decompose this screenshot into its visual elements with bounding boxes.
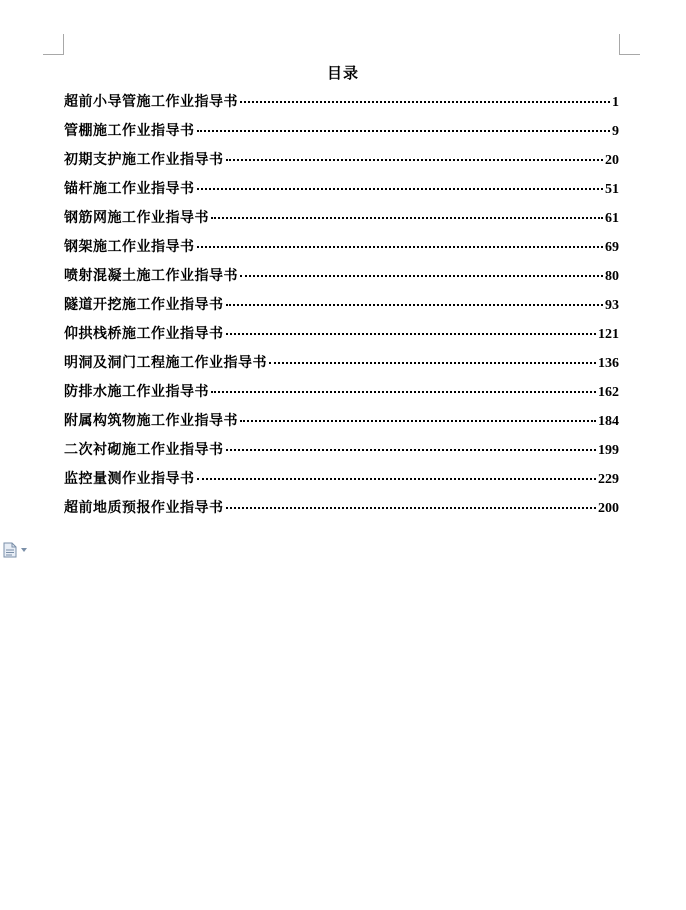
toc-entry-page: 200	[598, 501, 619, 516]
toc-title: 目录	[326, 64, 359, 82]
toc-dot-leader	[226, 507, 597, 509]
toc-entry-title: 隧道开挖施工作业指导书	[64, 297, 224, 313]
toc-entry-page: 121	[598, 327, 619, 342]
toc-dot-leader	[197, 478, 597, 480]
toc-entry-title: 明洞及洞门工程施工作业指导书	[64, 355, 267, 371]
paste-options-button[interactable]	[3, 541, 29, 559]
toc-entry-page: 9	[612, 124, 619, 139]
toc-entry[interactable]	[64, 121, 619, 150]
toc-entry[interactable]	[64, 411, 619, 440]
toc-entry-page: 61	[605, 211, 619, 226]
toc-entry-title: 防排水施工作业指导书	[64, 384, 209, 400]
toc-entry-page: 1	[612, 95, 619, 110]
toc-dot-leader	[197, 188, 604, 190]
toc-entry[interactable]	[64, 382, 619, 411]
toc-entry-page: 69	[605, 240, 619, 255]
toc-dot-leader	[211, 217, 603, 219]
toc-dot-leader	[226, 449, 597, 451]
toc-entry[interactable]	[64, 440, 619, 469]
toc-entry-title: 仰拱栈桥施工作业指导书	[64, 326, 224, 342]
toc-entry[interactable]	[64, 266, 619, 295]
toc-entry[interactable]	[64, 353, 619, 382]
toc-entry-title: 喷射混凝土施工作业指导书	[64, 268, 238, 284]
toc-entry-page: 162	[598, 385, 619, 400]
toc-entry[interactable]	[64, 150, 619, 179]
toc-entry-title: 初期支护施工作业指导书	[64, 152, 224, 168]
toc-entry-title: 附属构筑物施工作业指导书	[64, 413, 238, 429]
toc-entry-page: 20	[605, 153, 619, 168]
toc-dot-leader	[197, 246, 604, 248]
toc-entry[interactable]	[64, 92, 619, 121]
toc-dot-leader	[240, 420, 596, 422]
toc-entry[interactable]	[64, 324, 619, 353]
toc-entry-title: 钢架施工作业指导书	[64, 239, 195, 255]
toc-entry-page: 229	[598, 472, 619, 487]
toc-entry-title: 钢筋网施工作业指导书	[64, 210, 209, 226]
crop-mark-top-right	[619, 34, 640, 55]
toc-entry-title: 超前地质预报作业指导书	[64, 500, 224, 516]
toc-dot-leader	[240, 101, 610, 103]
toc-entry[interactable]	[64, 498, 619, 527]
table-of-contents	[64, 92, 619, 527]
crop-mark-top-left	[43, 34, 64, 55]
toc-entry-page: 184	[598, 414, 619, 429]
toc-dot-leader	[269, 362, 596, 364]
toc-entry[interactable]	[64, 179, 619, 208]
paste-options-icon	[3, 542, 17, 558]
chevron-down-icon	[21, 548, 27, 552]
toc-dot-leader	[226, 304, 604, 306]
toc-entry-page: 51	[605, 182, 619, 197]
toc-entry-title: 监控量测作业指导书	[64, 471, 195, 487]
toc-entry-title: 超前小导管施工作业指导书	[64, 94, 238, 110]
toc-entry-title: 管棚施工作业指导书	[64, 123, 195, 139]
toc-entry[interactable]	[64, 295, 619, 324]
toc-dot-leader	[226, 159, 604, 161]
toc-entry-page: 80	[605, 269, 619, 284]
toc-dot-leader	[240, 275, 603, 277]
toc-entry-title: 锚杆施工作业指导书	[64, 181, 195, 197]
toc-entry-page: 199	[598, 443, 619, 458]
toc-entry[interactable]	[64, 237, 619, 266]
toc-dot-leader	[211, 391, 596, 393]
toc-dot-leader	[197, 130, 611, 132]
toc-dot-leader	[226, 333, 597, 335]
toc-entry-page: 93	[605, 298, 619, 313]
toc-entry[interactable]	[64, 469, 619, 498]
toc-entry-page: 136	[598, 356, 619, 371]
toc-entry[interactable]	[64, 208, 619, 237]
toc-entry-title: 二次衬砌施工作业指导书	[64, 442, 224, 458]
